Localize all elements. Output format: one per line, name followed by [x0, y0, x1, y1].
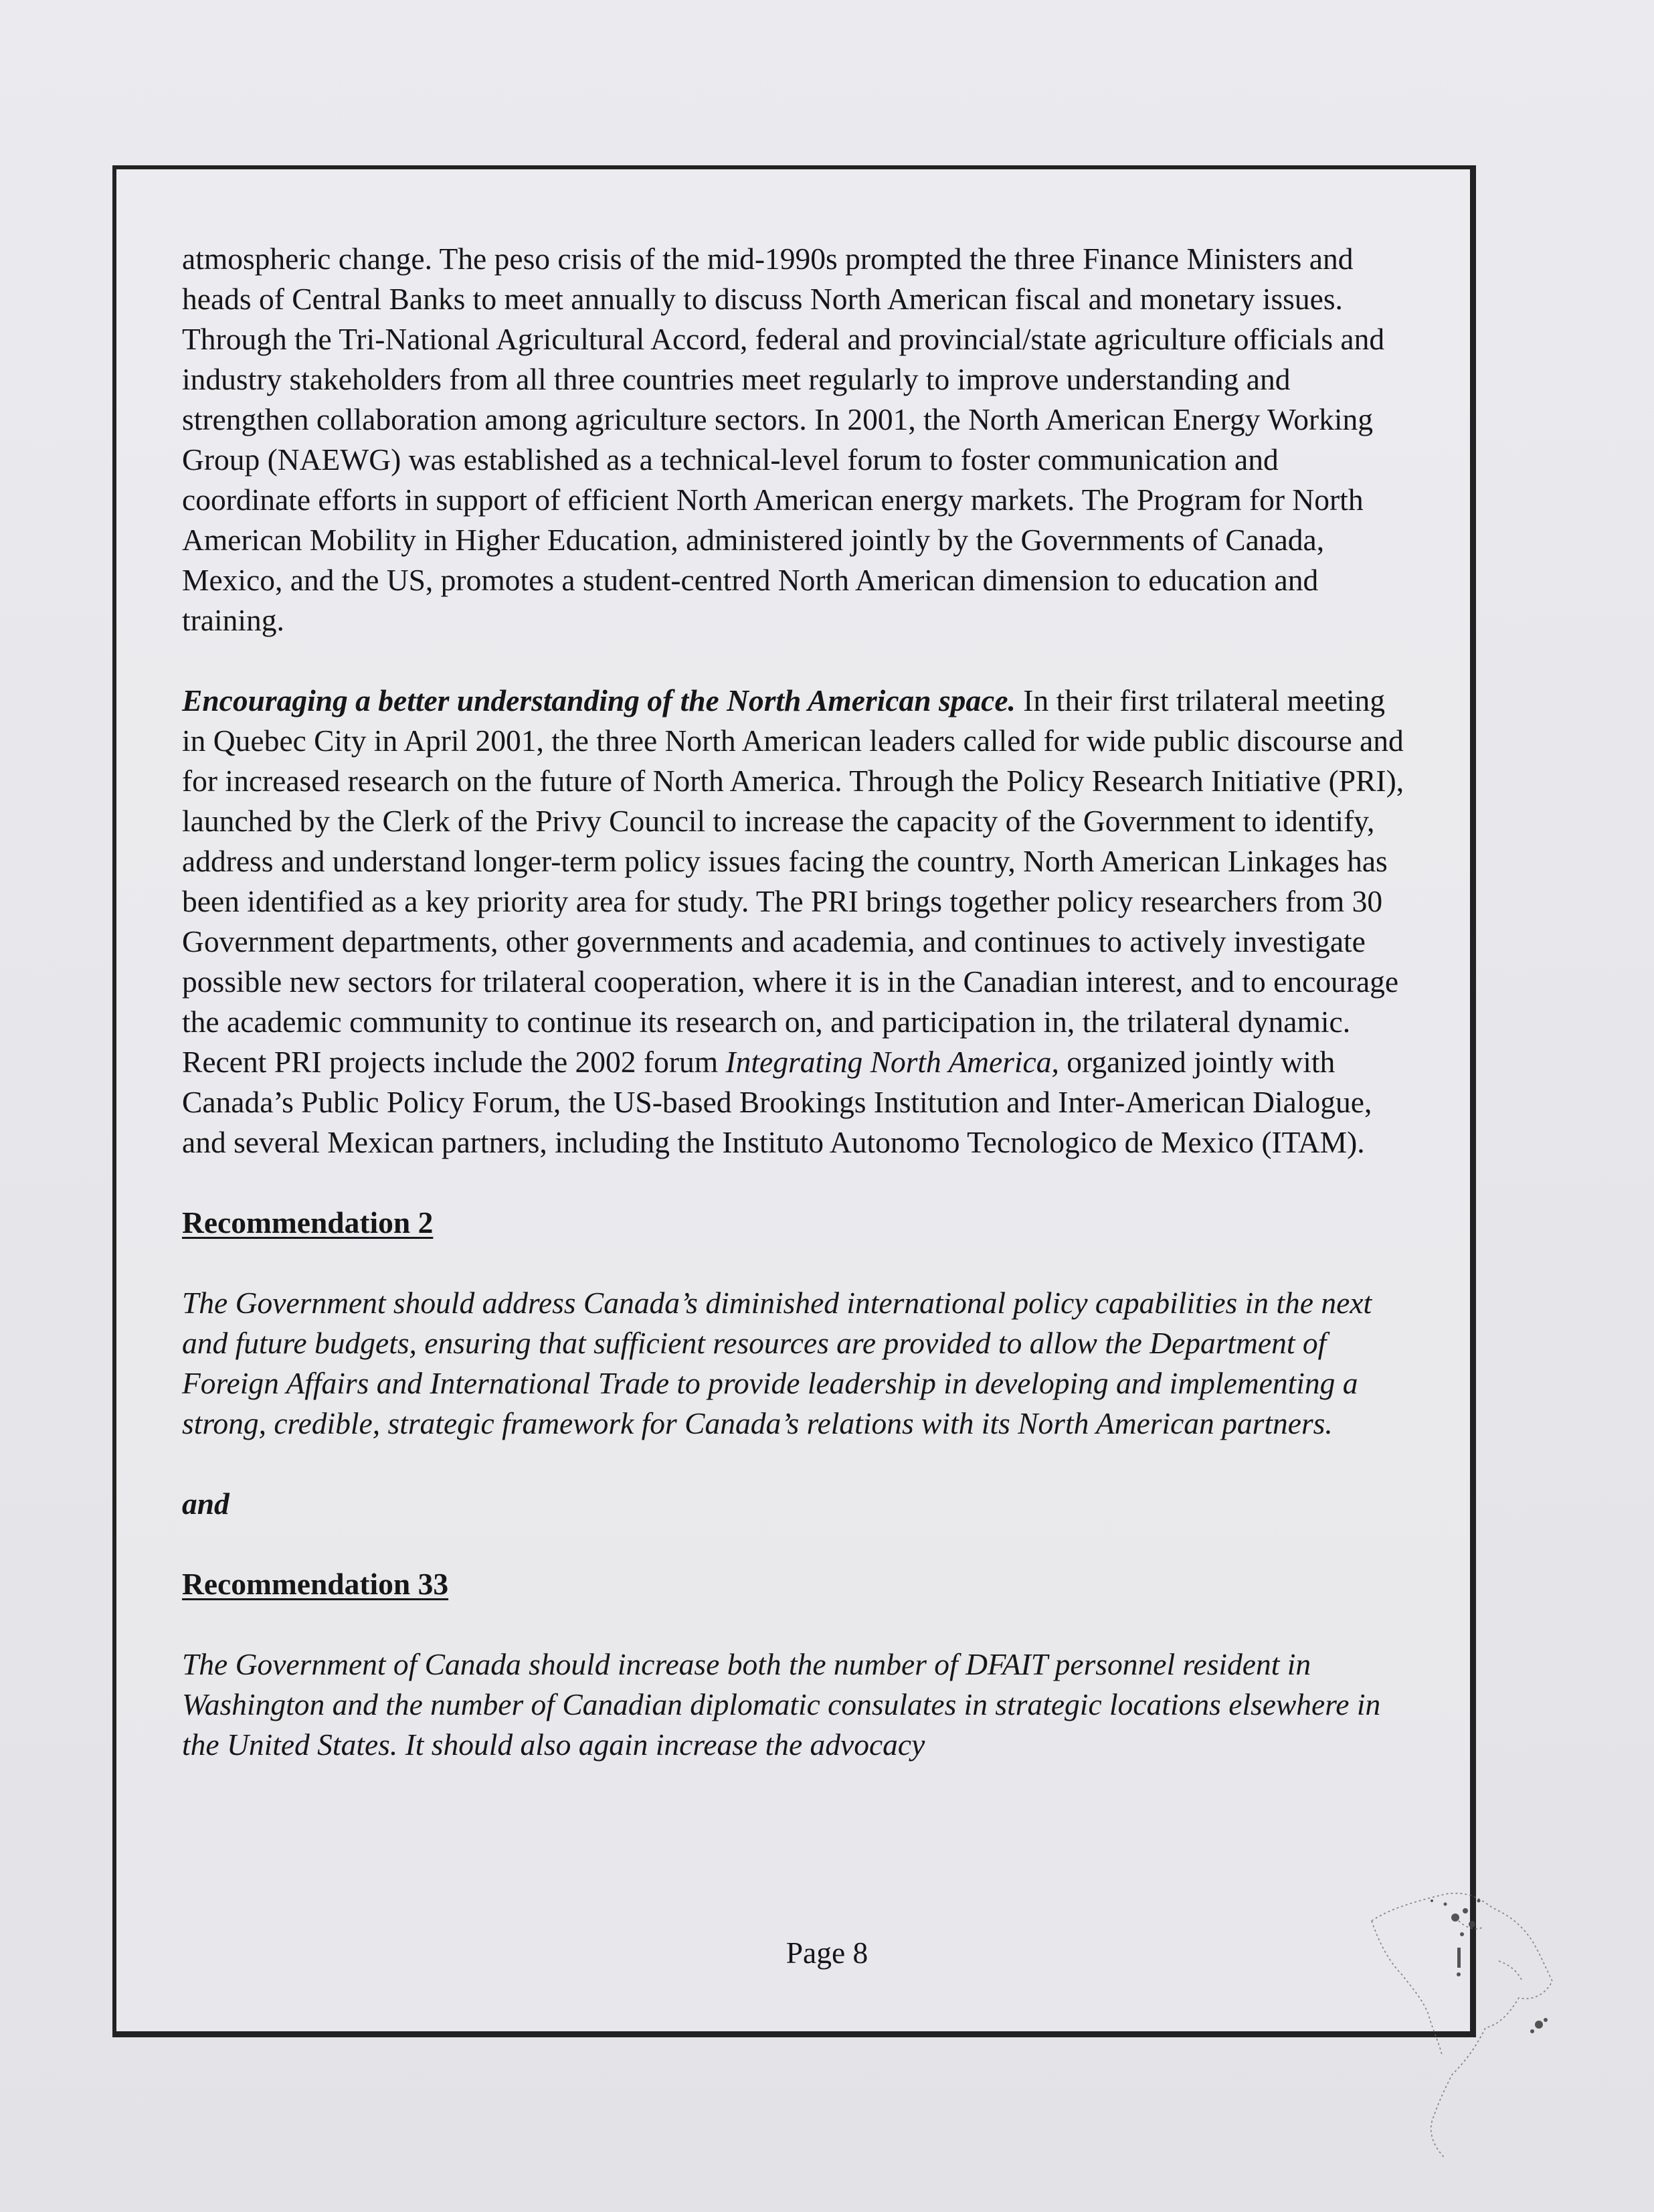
- recommendation-33-body: The Government of Canada should increase both the number of DFAIT personnel resident in Washington and the number of Canadian diplomatic consulates in strategic locations elsewhere in the United States. It should also again increase the advocacy: [182, 1647, 1381, 1762]
- page-number: Page 8: [786, 1936, 868, 1970]
- paragraph-2-text-b: organized jointly with Canada’s Public Policy Forum, the US-based Brookings Institution and Inter-American Dialogue, and several Mexican partners, including the Instituto Autonomo Tecnologico de Mexico (ITAM).: [182, 1045, 1372, 1159]
- conjunction-and: and: [182, 1486, 229, 1521]
- paragraph-2-text-a: In their first trilateral meeting in Quebec City in April 2001, the three North American leaders called for wide public discourse and for increased research on the future of North America. Through the Policy Research Initiative (PRI), launched by the Clerk of the Privy Council to increase the capacity of the Government to identify, address and understand longer-term policy issues facing the country, North American Linkages has been identified as a key priority area for study. The PRI brings together policy researchers from 30 Government departments, other governments and academia, and continues to actively investigate possible new sectors for trilateral cooperation, where it is in the Canadian interest, and to encourage the academic community to continue its research on, and participation in, the trilateral dynamic. Recent PRI projects include the 2002 forum: [182, 683, 1404, 1079]
- paragraph-2: [182, 681, 1413, 1163]
- north-america-map-icon: [1365, 1881, 1579, 2162]
- recommendation-2-body: The Government should address Canada’s diminished international policy capabilities in the next and future budgets, ensuring that sufficient resources are provided to allow the Department of Foreign Affairs and International Trade to provide leadership in developing and implementing a strong, credible, strategic framework for Canada’s relations with its North American partners.: [182, 1286, 1372, 1440]
- recommendation-33-heading: Recommendation 33: [182, 1567, 449, 1601]
- recommendation-2-heading: Recommendation 2: [182, 1205, 434, 1240]
- paragraph-2-lede: Encouraging a better understanding of the North American space.: [182, 683, 1016, 717]
- paragraph-2-title: Integrating North America,: [725, 1045, 1059, 1079]
- paragraph-1: atmospheric change. The peso crisis of the mid-1990s prompted the three Finance Ministers and heads of Central Banks to meet annually to discuss North American fiscal and monetary issues. Through the Tri-National Agricultural Accord, federal and provincial/state agriculture officials and industry stakeholders from all three countries meet regularly to improve understanding and strengthen collaboration among agriculture sectors. In 2001, the North American Energy Working Group (NAEWG) was established as a technical-level forum to foster communication and coordinate efforts in support of efficient North American energy markets. The Program for North American Mobility in Higher Education, administered jointly by the Governments of Canada, Mexico, and the US, promotes a student-centred North American dimension to education and training.: [182, 242, 1385, 637]
- document-body: [182, 239, 1413, 1765]
